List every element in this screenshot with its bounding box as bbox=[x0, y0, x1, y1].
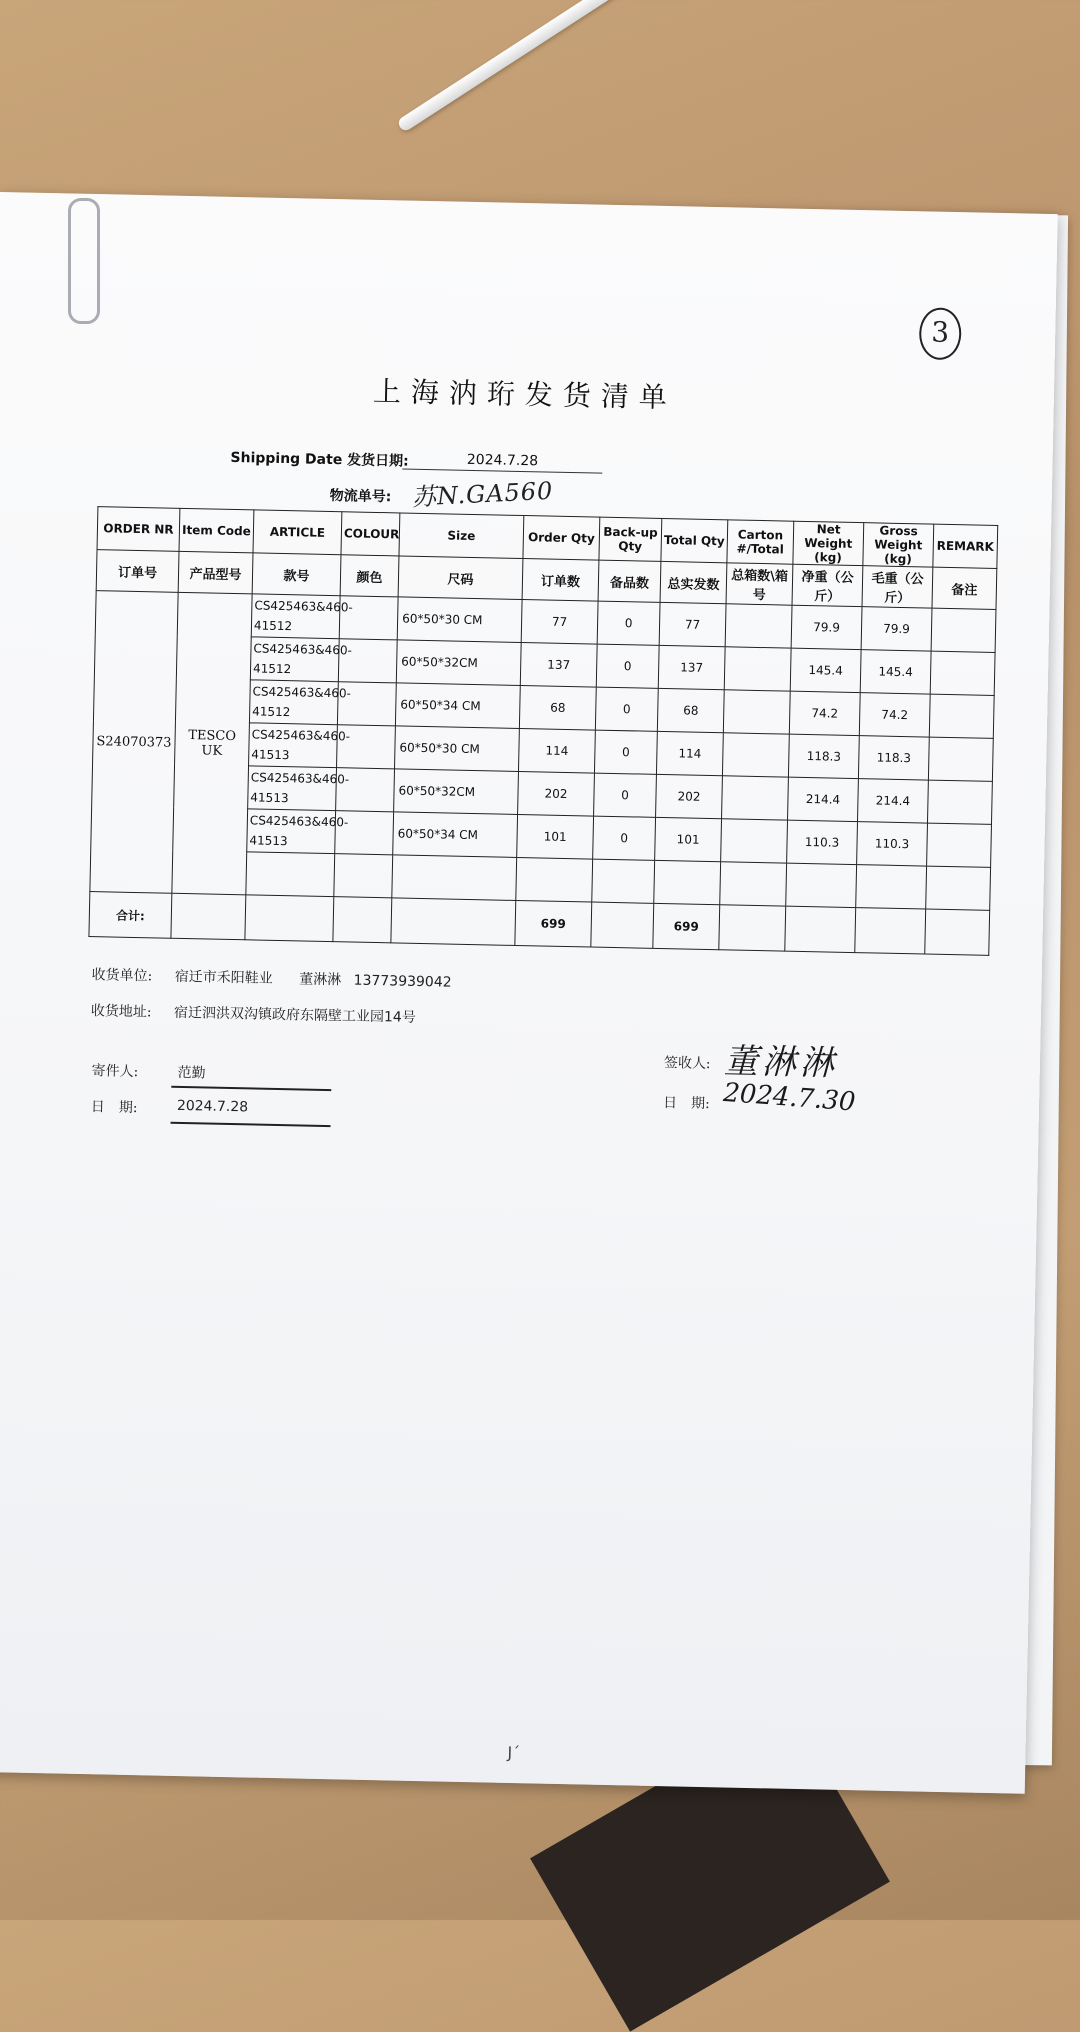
header-carton: Carton #/Total bbox=[727, 520, 794, 564]
header-colour: COLOUR bbox=[341, 512, 400, 556]
footer-mark: J´ bbox=[507, 1742, 521, 1763]
order-qty-cell: 137 bbox=[520, 643, 597, 688]
remark-cell bbox=[927, 823, 992, 867]
sender-value: 范勤 bbox=[177, 1064, 206, 1082]
header-backup-qty: Back-up Qty bbox=[599, 517, 662, 561]
carton-cell bbox=[721, 819, 788, 863]
item-code-cell: TESCO UK bbox=[172, 592, 252, 894]
remark-cell bbox=[928, 737, 993, 781]
white-stick bbox=[396, 0, 756, 133]
size-cell: 60*50*34 CM bbox=[393, 812, 518, 858]
backup-qty-cell: 0 bbox=[596, 644, 659, 688]
total-qty-cell: 77 bbox=[659, 602, 726, 646]
receiver-address-line bbox=[91, 1000, 416, 1027]
receiver-unit-label: 收货单位: bbox=[91, 967, 153, 985]
total-qty-cell: 114 bbox=[656, 731, 723, 775]
carton-cell bbox=[722, 776, 789, 820]
total-qty-cell: 137 bbox=[658, 645, 725, 689]
header-cn-colour: 颜色 bbox=[340, 555, 399, 597]
shipping-date-label: Shipping Date 发货日期: bbox=[230, 449, 409, 470]
backup-qty-cell: 0 bbox=[593, 816, 656, 860]
article-cell: CS425463&460-41512 bbox=[249, 680, 338, 725]
backup-qty-cell: 0 bbox=[594, 773, 657, 817]
total-qty-cell: 68 bbox=[657, 688, 724, 732]
gross-weight-cell: 214.4 bbox=[858, 779, 929, 823]
net-weight-cell: 79.9 bbox=[791, 605, 862, 649]
receiver-unit-line bbox=[91, 964, 451, 992]
order-nr-cell: S24070373 bbox=[90, 591, 178, 894]
remark-cell bbox=[929, 694, 994, 738]
gross-weight-cell: 79.9 bbox=[861, 607, 932, 651]
net-weight-cell: 145.4 bbox=[790, 648, 861, 692]
paperclip-icon bbox=[68, 198, 100, 324]
header-cn-gross-weight: 毛重（公斤） bbox=[862, 566, 933, 608]
sender-date-label: 日 期: bbox=[90, 1099, 138, 1117]
receiver-unit-value: 宿迁市禾阳鞋业 bbox=[174, 968, 273, 987]
net-weight-cell: 74.2 bbox=[789, 691, 860, 735]
signoff-date-handwritten: 2024.7.30 bbox=[722, 1077, 857, 1118]
remark-cell bbox=[931, 608, 996, 652]
article-cell: CS425463&460-41512 bbox=[250, 637, 339, 682]
logistics-number-handwritten: 苏N.GA560 bbox=[411, 476, 554, 512]
size-cell: 60*50*34 CM bbox=[395, 683, 520, 729]
header-total-qty: Total Qty bbox=[661, 518, 728, 562]
article-cell: CS425463&460-41513 bbox=[248, 766, 337, 811]
receiver-address-value: 宿迁泗洪双沟镇政府东隔壁工业园14号 bbox=[173, 1004, 416, 1026]
backup-qty-cell: 0 bbox=[595, 687, 658, 731]
size-cell: 60*50*32CM bbox=[396, 640, 521, 686]
remark-cell bbox=[930, 651, 995, 695]
size-cell: 60*50*30 CM bbox=[397, 597, 522, 643]
receiver-contact-phone: 13773939042 bbox=[353, 972, 452, 991]
total-qty-cell: 202 bbox=[656, 774, 723, 818]
total-label: 合计: bbox=[89, 892, 172, 939]
header-cn-item-code: 产品型号 bbox=[178, 551, 253, 594]
article-cell: CS425463&460-41512 bbox=[251, 594, 340, 639]
gross-weight-cell: 110.3 bbox=[857, 822, 928, 866]
page-number-circle: 3 bbox=[919, 307, 962, 360]
article-cell: CS425463&460-41513 bbox=[247, 809, 336, 854]
header-cn-order-qty: 订单数 bbox=[522, 559, 599, 602]
carton-cell bbox=[722, 733, 789, 777]
shipping-table bbox=[88, 506, 998, 956]
header-cn-backup-qty: 备品数 bbox=[598, 560, 661, 602]
header-article: ARTICLE bbox=[253, 510, 342, 555]
receiver-address-label: 收货地址: bbox=[90, 1003, 152, 1021]
header-cn-order-nr: 订单号 bbox=[96, 550, 179, 593]
sender-underline bbox=[171, 1086, 331, 1091]
article-cell: CS425463&460-41513 bbox=[249, 723, 338, 768]
remark-cell bbox=[927, 780, 992, 824]
net-weight-cell: 118.3 bbox=[788, 734, 859, 778]
order-qty-cell: 77 bbox=[521, 600, 598, 645]
gross-weight-cell: 118.3 bbox=[858, 736, 929, 780]
header-order-qty: Order Qty bbox=[523, 516, 600, 561]
shipping-list-sheet bbox=[0, 192, 1058, 1794]
header-item-code: Item Code bbox=[179, 508, 254, 553]
header-net-weight: Net Weight (kg) bbox=[793, 521, 864, 565]
signoff-signature: 董淋淋 bbox=[723, 1041, 839, 1084]
header-cn-total-qty: 总实发数 bbox=[660, 561, 727, 603]
net-weight-cell: 214.4 bbox=[788, 777, 859, 821]
receiver-contact-name: 董淋淋 bbox=[299, 971, 342, 989]
net-weight-cell: 110.3 bbox=[787, 820, 858, 864]
logistics-number-label: 物流单号: bbox=[329, 487, 392, 506]
sender-date-value: 2024.7.28 bbox=[176, 1097, 249, 1116]
header-cn-net-weight: 净重（公斤） bbox=[792, 564, 863, 606]
order-qty-cell: 68 bbox=[519, 686, 596, 731]
shipping-date-value: 2024.7.28 bbox=[402, 450, 602, 473]
backup-qty-cell: 0 bbox=[594, 730, 657, 774]
gross-weight-cell: 145.4 bbox=[860, 650, 931, 694]
header-cn-article: 款号 bbox=[252, 553, 341, 596]
size-cell: 60*50*32CM bbox=[394, 769, 519, 815]
header-size: Size bbox=[399, 513, 524, 559]
order-qty-cell: 114 bbox=[518, 728, 595, 773]
total-qty: 699 bbox=[653, 903, 720, 949]
backup-qty-cell: 0 bbox=[597, 601, 660, 645]
carton-cell bbox=[724, 647, 791, 691]
carton-cell bbox=[723, 690, 790, 734]
sender-date-underline bbox=[171, 1122, 331, 1127]
total-order-qty: 699 bbox=[515, 900, 592, 947]
size-cell: 60*50*30 CM bbox=[395, 726, 520, 772]
total-qty-cell: 101 bbox=[655, 817, 722, 861]
header-remark: REMARK bbox=[933, 524, 998, 568]
header-cn-carton: 总箱数\箱号 bbox=[726, 563, 793, 605]
header-cn-remark: 备注 bbox=[932, 567, 997, 609]
order-qty-cell: 101 bbox=[517, 814, 594, 859]
sender-label: 寄件人: bbox=[91, 1063, 139, 1081]
order-qty-cell: 202 bbox=[518, 771, 595, 816]
signoff-label: 签收人: bbox=[663, 1055, 711, 1073]
signoff-date-label: 日 期: bbox=[662, 1095, 710, 1113]
gross-weight-cell: 74.2 bbox=[859, 693, 930, 737]
header-gross-weight: Gross Weight (kg) bbox=[863, 523, 934, 567]
header-cn-size: 尺码 bbox=[398, 556, 523, 600]
carton-cell bbox=[725, 604, 792, 648]
header-order-nr: ORDER NR bbox=[97, 507, 180, 552]
document-title: 上海汭珩发货清单 bbox=[372, 374, 678, 415]
